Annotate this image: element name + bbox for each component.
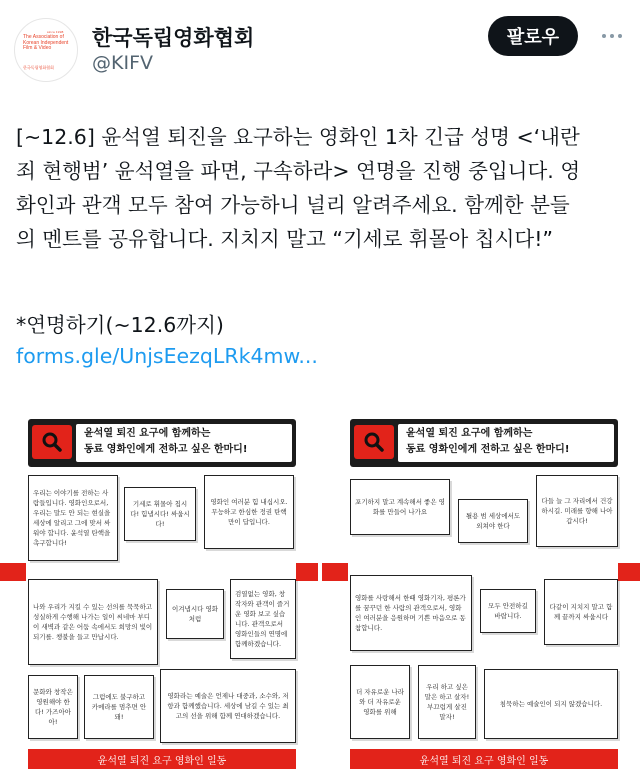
tweet-text: [~12.6] 윤석열 퇴진을 요구하는 영화인 1차 긴급 성명 <‘내란 죄 현행범’ 윤석열을 파면, 구속하라> 연명을 진행 중입니다. 영 화인과 관객 모두 참여 가능하니 널리 알려주세요. 함께한 분들 의 멘트를 공유합니다. 지치지 말고 “기세로 휘몰아 칩시다!” — [16, 125, 581, 251]
more-horizontal-icon[interactable] — [596, 24, 628, 48]
search-icon — [354, 425, 394, 459]
tweet-link[interactable]: forms.gle/UnjsEezqLRk4mw... — [16, 344, 318, 368]
message-card: 영화를 사랑해서 한때 영화기자, 평론가를 꿈꾸던 한 사람의 관객으로서, 영화인 여러분을 응원하며 기쁜 마음으로 동참합니다. — [350, 575, 472, 651]
message-card: 포기하지 말고 계속해서 좋은 영화를 만들어 나가요 — [350, 479, 450, 535]
poster-title — [398, 424, 614, 462]
message-card: 이겨냅시다 영화처럼 — [166, 589, 224, 639]
follow-button[interactable]: 팔로우 — [488, 16, 578, 56]
message-card: 될용 범 세상에서도 외쳐야 한다 — [458, 499, 528, 543]
tweet-header — [0, 0, 640, 100]
poster-header — [350, 419, 618, 467]
tweet-note: *연명하기(~12.6까지) — [16, 313, 224, 337]
logo-name-kr: 한국독립영화협회 — [23, 65, 54, 70]
message-card: 더 자유로운 나라와 더 자유로운 영화를 위해 — [350, 665, 410, 739]
message-card: 그럼에도 불구하고 카메라를 멈추면 안 돼! — [84, 675, 154, 739]
message-card: 우리 하고 싶은 말은 하고 살자! 부끄럽게 살진 말자! — [418, 665, 476, 739]
poster-title-line-1: 윤석열 퇴진 요구에 함께하는 — [84, 428, 211, 439]
message-card: 기세로 휘몰아 칩시다! 힘냅시다! 싸웁시다! — [124, 487, 196, 541]
red-accent — [618, 563, 640, 581]
poster-title-line-2: 동료 영화인에게 전하고 싶은 한마디! — [406, 444, 570, 455]
message-card: 침묵하는 예술인이 되지 않겠습니다. — [484, 669, 618, 739]
message-card: 나와 우리가 지킬 수 있는 선의를 묵묵하고 성실하게 수행해 나가는 일이 씨네마 부디 이 새벽과 같은 어둠 속에서도 희망의 빛이 되기를. 챙불을 들고 만납시다. — [28, 579, 158, 665]
message-card: 영화라는 예술은 언제나 대중과, 소수와, 저항과 함께했습니다. 세상에 남길 수 있는 최고의 선을 위해 함께 연대하겠습니다. — [160, 669, 296, 743]
message-card: 검열없는 영화, 창작자와 관객이 즐거운 영화 보고 싶습니다. 관객으로서 영화인들의 연명에 함께하겠습니다. — [230, 579, 296, 659]
poster-header — [28, 419, 296, 467]
poster-title — [76, 424, 292, 462]
message-card: 영화인 여러분 힘 내십시오. 무능하고 한심한 정권 탄핵만이 답입니다. — [204, 475, 294, 549]
message-card: 다같이 지치지 말고 함께 끝까지 싸웁시다 — [544, 579, 618, 645]
display-name[interactable]: 한국독립영화협회 — [92, 26, 255, 50]
message-card: 우리는 이야기를 전하는 사람들입니다. 영화인으로서, 우리는 말도 안 되는 현실을 세상에 알리고 그에 맞서 싸워야 합니다. 윤석열 탄핵을 촉구합니다! — [28, 475, 118, 561]
red-accent — [322, 563, 348, 581]
search-icon — [32, 425, 72, 459]
poster-footer: 윤석열 퇴진 요구 영화인 일동 — [350, 749, 618, 769]
tweet-media[interactable] — [0, 403, 640, 774]
red-accent — [0, 563, 26, 581]
message-card: 문화와 창작은 영원해야 한다! 가즈아아아! — [28, 675, 78, 739]
red-accent — [296, 563, 318, 581]
account-handle[interactable]: @KIFV — [92, 52, 153, 74]
avatar[interactable] — [14, 18, 78, 82]
poster-footer: 윤석열 퇴진 요구 영화인 일동 — [28, 749, 296, 769]
poster-image-2[interactable] — [322, 403, 640, 774]
logo-since: since 1998 — [47, 30, 64, 34]
message-card: 모두 안전하길 바랍니다. — [480, 589, 536, 633]
poster-title-line-1: 윤석열 퇴진 요구에 함께하는 — [406, 428, 533, 439]
poster-image-1[interactable] — [0, 403, 318, 774]
poster-title-line-2: 동료 영화인에게 전하고 싶은 한마디! — [84, 444, 248, 455]
logo-name-en: The Association of Korean Independent Film & Video — [23, 34, 69, 52]
message-card: 다들 늘 그 자리에서 건강하시길. 미래를 향해 나아갑시다! — [536, 475, 618, 547]
